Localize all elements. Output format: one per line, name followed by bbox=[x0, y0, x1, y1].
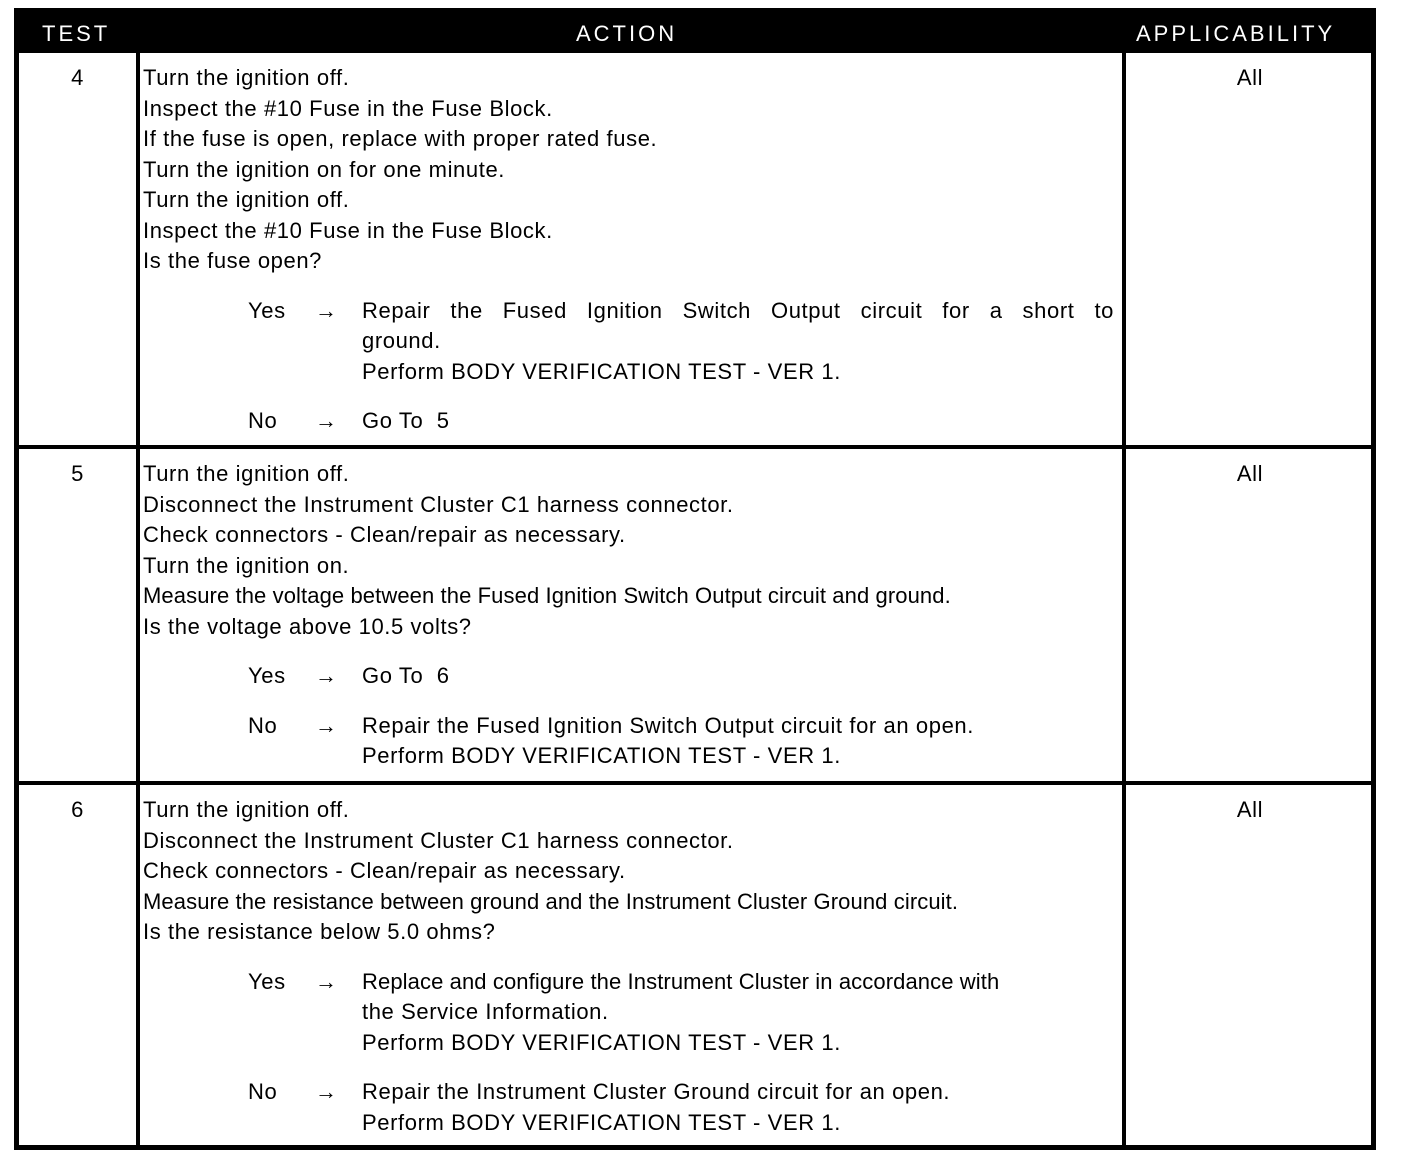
action-cell bbox=[143, 63, 1114, 437]
row-divider bbox=[19, 781, 1371, 785]
yes-response bbox=[143, 296, 1114, 388]
no-response bbox=[143, 711, 974, 772]
action-question: Is the resistance below 5.0 ohms? bbox=[143, 919, 496, 944]
action-question: Is the fuse open? bbox=[143, 248, 322, 273]
action-step: Disconnect the Instrument Cluster C1 harness connector. bbox=[143, 491, 734, 517]
no-label: No bbox=[248, 712, 278, 738]
right-arrow-icon: → bbox=[315, 408, 338, 433]
yes-response bbox=[143, 967, 999, 1059]
header-action: ACTION bbox=[576, 21, 678, 46]
yes-response bbox=[143, 661, 974, 692]
right-arrow-icon: → bbox=[315, 663, 338, 688]
action-step: Inspect the #10 Fuse in the Fuse Block. bbox=[143, 217, 553, 243]
action-step: Check connectors - Clean/repair as necessary. bbox=[143, 858, 626, 883]
right-arrow-icon: → bbox=[315, 968, 338, 994]
yes-label: Yes bbox=[248, 968, 286, 994]
applicability-value: All bbox=[1236, 797, 1264, 822]
response-line: Replace and configure the Instrument Cluster in accordance with bbox=[362, 968, 1000, 994]
action-step: Turn the ignition off. bbox=[143, 797, 350, 822]
response-line: Perform BODY VERIFICATION TEST - VER 1. bbox=[362, 1109, 841, 1135]
action-step: Turn the ignition off. bbox=[143, 65, 350, 90]
action-step: Turn the ignition on. bbox=[143, 552, 350, 578]
response-line: Go To 5 bbox=[362, 408, 450, 433]
action-cell bbox=[143, 795, 999, 1138]
right-arrow-icon: → bbox=[315, 712, 338, 738]
table-header bbox=[19, 13, 1371, 53]
test-number: 4 bbox=[71, 65, 84, 90]
yes-label: Yes bbox=[248, 297, 286, 323]
column-divider bbox=[1122, 53, 1126, 1145]
action-step: Turn the ignition off. bbox=[143, 187, 350, 212]
no-label: No bbox=[248, 1079, 278, 1104]
applicability-value: All bbox=[1236, 65, 1264, 90]
response-line: ground. bbox=[362, 328, 441, 353]
action-step: Turn the ignition on for one minute. bbox=[143, 156, 505, 182]
response-line: Perform BODY VERIFICATION TEST - VER 1. bbox=[362, 358, 841, 384]
action-step: Turn the ignition off. bbox=[143, 461, 350, 486]
diagnostic-table bbox=[14, 8, 1376, 1150]
no-response bbox=[143, 406, 1114, 437]
no-label: No bbox=[248, 408, 278, 433]
action-step: Measure the resistance between ground and the Instrument Cluster Ground circuit. bbox=[143, 888, 959, 914]
action-step: Disconnect the Instrument Cluster C1 harness connector. bbox=[143, 827, 734, 853]
action-cell bbox=[143, 459, 974, 772]
response-line: Repair the Fused Ignition Switch Output circuit for a short to bbox=[362, 297, 1114, 323]
response-line: Repair the Fused Ignition Switch Output circuit for an open. bbox=[362, 712, 974, 738]
response-line: Go To 6 bbox=[362, 663, 450, 688]
response-line: the Service Information. bbox=[362, 999, 609, 1024]
right-arrow-icon: → bbox=[315, 297, 338, 323]
response-line: Perform BODY VERIFICATION TEST - VER 1. bbox=[362, 743, 841, 768]
action-step: Measure the voltage between the Fused Ignition Switch Output circuit and ground. bbox=[143, 583, 951, 608]
action-step: Inspect the #10 Fuse in the Fuse Block. bbox=[143, 95, 553, 121]
action-question: Is the voltage above 10.5 volts? bbox=[143, 613, 472, 639]
right-arrow-icon: → bbox=[315, 1079, 338, 1104]
action-step: Check connectors - Clean/repair as necessary. bbox=[143, 522, 626, 547]
header-applicability: APPLICABILITY bbox=[1136, 21, 1336, 46]
test-number: 6 bbox=[71, 797, 84, 822]
applicability-value: All bbox=[1236, 461, 1264, 486]
yes-label: Yes bbox=[248, 663, 286, 688]
column-divider bbox=[136, 53, 140, 1145]
action-step: If the fuse is open, replace with proper rated fuse. bbox=[143, 126, 658, 151]
header-test: TEST bbox=[42, 21, 111, 46]
test-number: 5 bbox=[71, 461, 84, 486]
response-line: Repair the Instrument Cluster Ground circuit for an open. bbox=[362, 1079, 951, 1104]
no-response bbox=[143, 1077, 999, 1138]
response-line: Perform BODY VERIFICATION TEST - VER 1. bbox=[362, 1029, 841, 1055]
row-divider bbox=[19, 445, 1371, 449]
